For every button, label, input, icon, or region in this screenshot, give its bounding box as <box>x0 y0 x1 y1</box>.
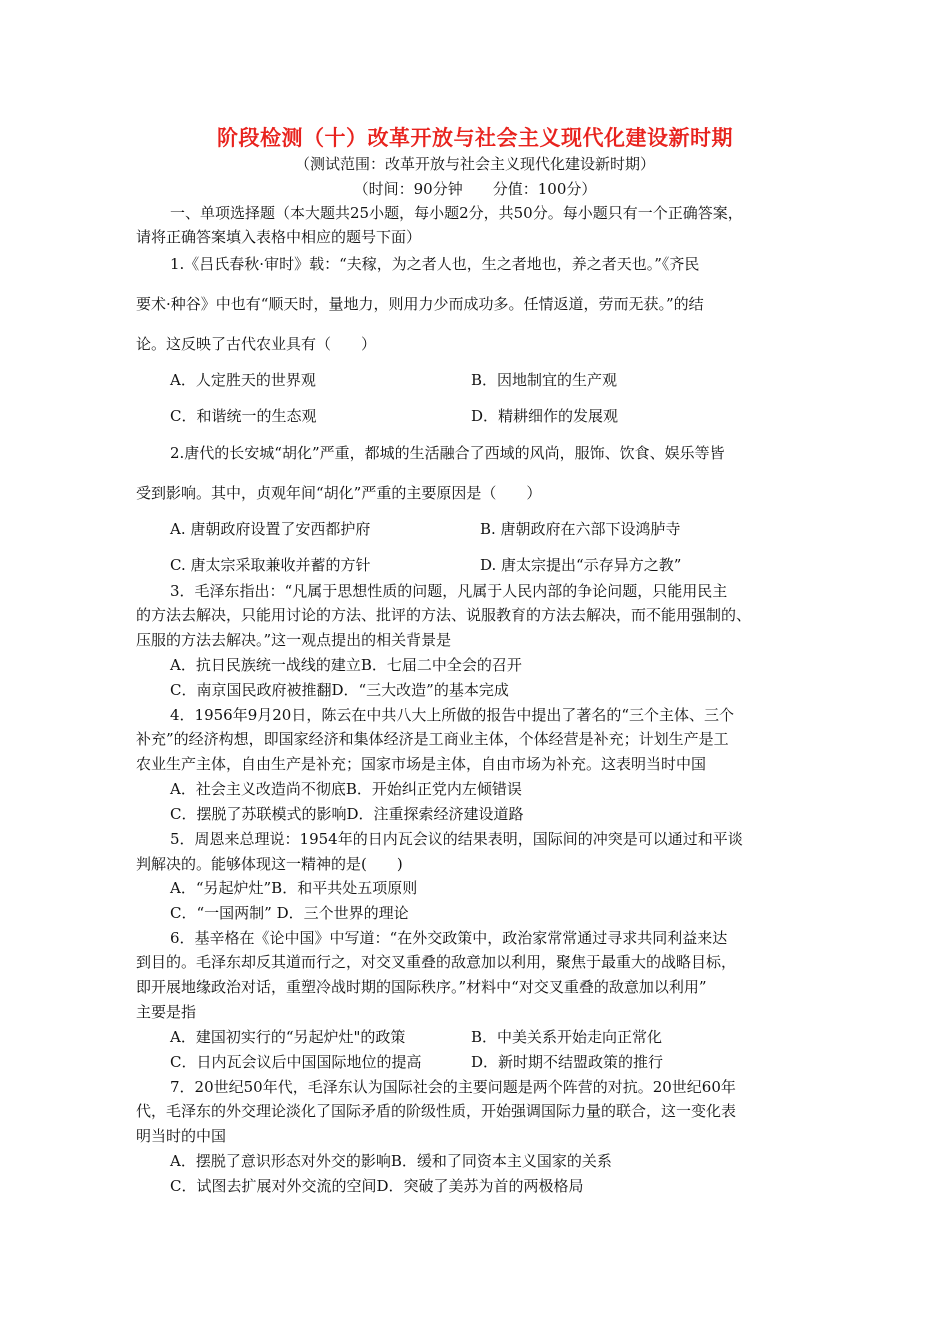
q5-options-ab: A．“另起炉灶”B．和平共处五项原则 <box>170 879 418 897</box>
q6-line: 即开展地缘政治对话，重塑冷战时期的国际秩序。”材料中“对交叉重叠的敌意加以利用” <box>136 978 707 996</box>
q2-option-c: C. 唐太宗采取兼收并蓄的方针 <box>170 556 371 574</box>
q6-option-a: A．建国初实行的“另起炉灶"的政策 <box>170 1028 406 1046</box>
q2-option-a: A. 唐朝政府设置了安西都护府 <box>170 520 371 538</box>
q6-line: 到目的。毛泽东却反其道而行之，对交叉重叠的敌意加以利用，聚焦于最重大的战略目标， <box>136 953 737 971</box>
q2-option-d: D. 唐太宗提出“示存异方之教” <box>480 556 682 574</box>
q2-line: 受到影响。其中，贞观年间“胡化”严重的主要原因是（ ） <box>136 484 542 502</box>
q5-line: 判解决的。能够体现这一精神的是( ) <box>136 855 403 873</box>
q6-option-c: C．日内瓦会议后中国国际地位的提高 <box>170 1053 422 1071</box>
q1-option-d: D．精耕细作的发展观 <box>471 407 619 425</box>
page-title: 阶段检测（十）改革开放与社会主义现代化建设新时期 <box>217 125 733 150</box>
q3-options-cd: C．南京国民政府被推翻D．“三大改造”的基本完成 <box>170 681 509 699</box>
q7-line: 代，毛泽东的外交理论淡化了国际矛盾的阶级性质，开始强调国际力量的联合，这一变化表 <box>136 1102 737 1120</box>
q6-line: 6．基辛格在《论中国》中写道：“在外交政策中，政治家常常通过寻求共同利益来达 <box>170 929 728 947</box>
time-score: （时间：90分钟 分值：100分） <box>353 180 597 198</box>
q7-options-cd: C．试图去扩展对外交流的空间D．突破了美苏为首的两极格局 <box>170 1177 584 1195</box>
q3-options-ab: A．抗日民族统一战线的建立B．七届二中全会的召开 <box>170 656 522 674</box>
q4-line: 农业生产主体，自由生产是补充；国家市场是主体，自由市场为补充。这表明当时中国 <box>136 755 707 773</box>
q4-options-cd: C．摆脱了苏联模式的影响D．注重探索经济建设道路 <box>170 805 524 823</box>
q1-option-a: A．人定胜天的世界观 <box>170 371 316 389</box>
q4-line: 补充”的经济构想，即国家经济和集体经济是工商业主体，个体经营是补充；计划生产是工 <box>136 730 729 748</box>
test-scope: （测试范围：改革开放与社会主义现代化建设新时期） <box>294 155 655 173</box>
q3-line: 的方法去解决，只能用讨论的方法、批评的方法、说服教育的方法去解决，而不能用强制的、 <box>136 606 752 624</box>
q5-options-cd: C．“一国两制” D．三个世界的理论 <box>170 904 409 922</box>
section-heading: 一、单项选择题（本大题共25小题，每小题2分，共50分。每小题只有一个正确答案， <box>170 204 743 222</box>
q7-line: 明当时的中国 <box>136 1127 227 1145</box>
q2-option-b: B. 唐朝政府在六部下设鸿胪寺 <box>480 520 681 538</box>
q1-line: 1.《吕氏春秋·审时》载：“夫稼，为之者人也，生之者地也，养之者天也。”《齐民 <box>170 255 700 273</box>
q1-line: 论。这反映了古代农业具有（ ） <box>136 335 377 353</box>
q3-line: 压服的方法去解决。”这一观点提出的相关背景是 <box>136 631 452 649</box>
q4-options-ab: A．社会主义改造尚不彻底B．开始纠正党内左倾错误 <box>170 780 522 798</box>
q5-line: 5．周恩来总理说：1954年的日内瓦会议的结果表明，国际间的冲突是可以通过和平谈 <box>170 830 743 848</box>
q3-line: 3．毛泽东指出：“凡属于思想性质的问题，凡属于人民内部的争论问题，只能用民主 <box>170 582 728 600</box>
q6-option-d: D．新时期不结盟政策的推行 <box>471 1053 664 1071</box>
section-heading-cont: 请将正确答案填入表格中相应的题号下面） <box>136 228 422 246</box>
q1-option-c: C．和谐统一的生态观 <box>170 407 317 425</box>
q2-line: 2.唐代的长安城“胡化”严重，都城的生活融合了西域的风尚，服饰、饮食、娱乐等皆 <box>170 444 725 462</box>
q1-line: 要术·种谷》中也有“顺天时，量地力，则用力少而成功多。任情返道，劳而无获。”的结 <box>136 295 704 313</box>
q6-line: 主要是指 <box>136 1003 197 1021</box>
q7-line: 7．20世纪50年代，毛泽东认为国际社会的主要问题是两个阵营的对抗。20世纪60年 <box>170 1078 736 1096</box>
q6-option-b: B．中美关系开始走向正常化 <box>471 1028 663 1046</box>
q4-line: 4．1956年9月20日，陈云在中共八大上所做的报告中提出了著名的“三个主体、三个 <box>170 706 735 724</box>
q1-option-b: B．因地制宜的生产观 <box>471 371 618 389</box>
q7-options-ab: A．摆脱了意识形态对外交的影响B．缓和了同资本主义国家的关系 <box>170 1152 612 1170</box>
